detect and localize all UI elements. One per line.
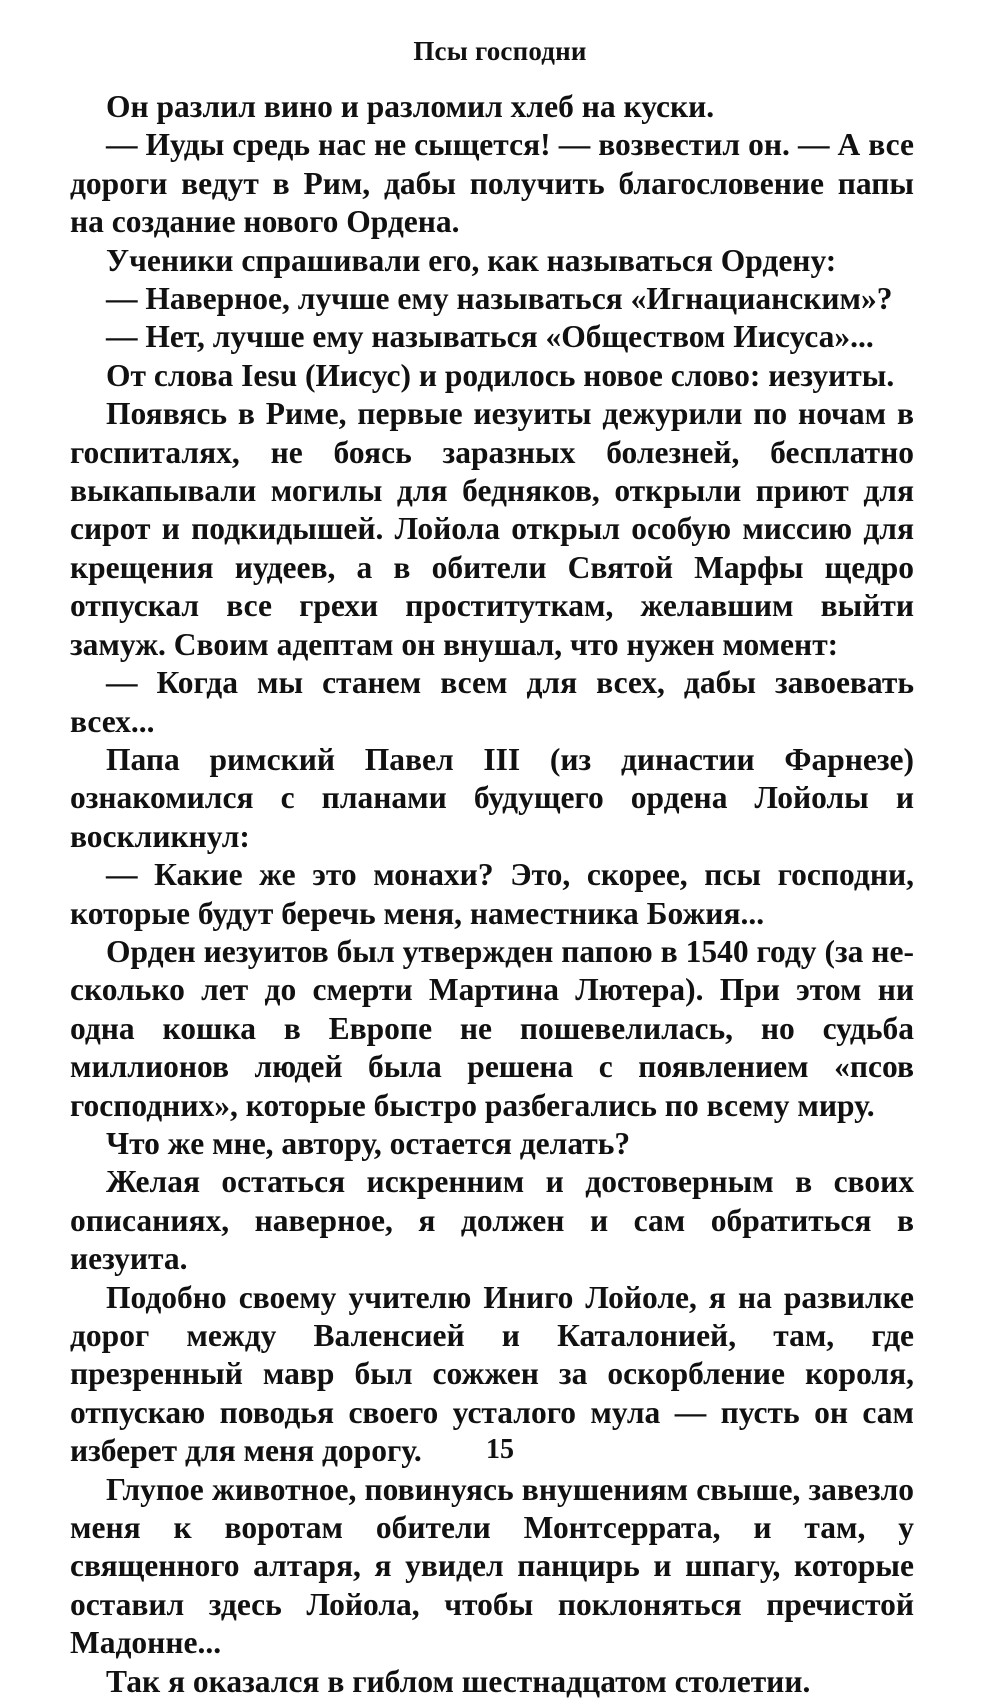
paragraph: — Нет, лучше ему называться «Обществом Иисуса»...	[106, 319, 874, 355]
paragraph: Глупое животное, повинуясь внушениям свыше, завезло меня к воротам обители Монтсеррата, и там, у священного алтаря, я увидел панцирь и шпагу, которые оставил здесь Лойола, чтобы поклоняться пречистой Мадонне...	[70, 1471, 914, 1661]
paragraph: Орден иезуитов был утвержден папою в 1540 году (за несколько лет до смерти Мартина Лютера). При этом ни одна кошка в Европе не пошевелилась, но судьба миллионов людей была решена с появлением «псов господних», которые быстро разбегались по всему миру.	[70, 933, 914, 1123]
paragraph: Папа римский Павел III (из династии Фарнезе) ознакомился с планами будущего ордена Лойолы и воскликнул:	[70, 741, 914, 854]
paragraph: — Наверное, лучше ему называться «Игнацианским»?	[106, 281, 893, 317]
paragraph: Что же мне, автору, остается делать?	[106, 1125, 631, 1161]
paragraph: Ученики спрашивали его, как называться Ордену:	[106, 242, 837, 278]
paragraph: — Какие же это монахи? Это, скорее, псы господни, которые будут беречь меня, наместника Божия...	[70, 857, 914, 931]
paragraph: — Иуды средь нас не сыщется! — возвестил он. — А все дороги ведут в Рим, дабы получить благословение папы на создание нового Ордена.	[70, 127, 914, 240]
paragraph: От слова Iesu (Иисус) и родилось новое слово: иезуиты.	[106, 357, 895, 393]
running-head: Псы господни	[413, 36, 587, 66]
paragraph: Появясь в Риме, первые иезуиты дежурили по ночам в госпиталях, не боясь заразных болезней, бесплатно выкапывали могилы для бедняков, открыли приют для сирот и подкидышей. Лойола открыл особую миссию для крещения иудеев, а в обители Святой Марфы щедро отпускал все грехи проституткам, желавшим выйти замуж. Своим адептам он внушал, что нужен момент:	[70, 396, 914, 662]
paragraph: Так я оказался в гиблом шестнадцатом столетии.	[106, 1663, 811, 1699]
paragraph: Желая остаться искренним и достоверным в своих описаниях, наверное, я должен и сам обратиться в иезуита.	[70, 1164, 914, 1277]
paragraph: Подобно своему учителю Иниго Лойоле, я на развилке дорог между Валенсией и Каталонией, там, где презренный мавр был сожжен за оскорбление короля, отпускаю поводья своего усталого мула — пусть он сам изберет для меня дорогу.	[70, 1279, 914, 1469]
paragraph: — Когда мы станем всем для всех, дабы завоевать всех...	[70, 665, 914, 739]
paragraph: Он разлил вино и разломил хлеб на куски.	[106, 89, 715, 124]
page-number: 15	[486, 1434, 514, 1465]
